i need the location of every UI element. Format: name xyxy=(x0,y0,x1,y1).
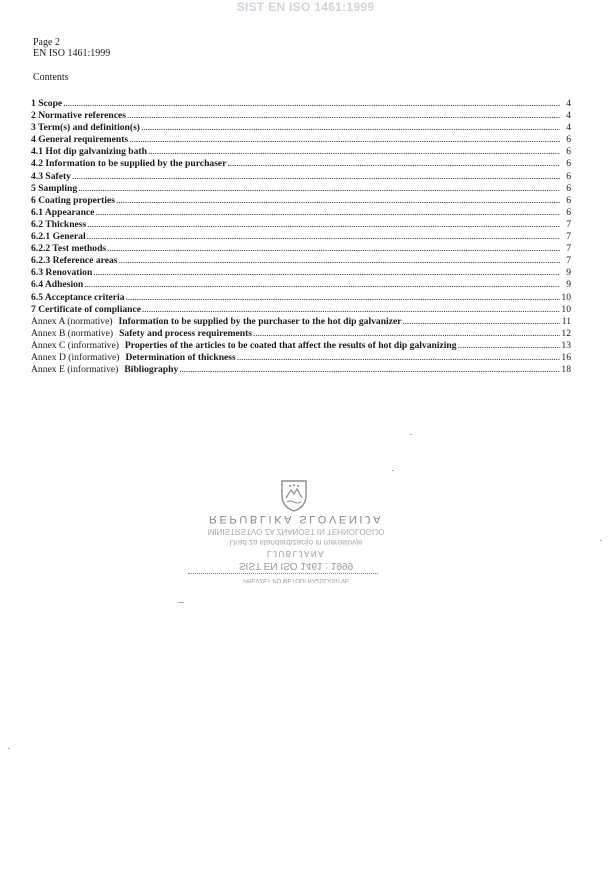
stamp-standard: SIST EN ISO 1461 : 1999 xyxy=(238,560,354,571)
toc-entry[interactable] xyxy=(31,352,571,364)
toc-page-number: 16 xyxy=(561,351,571,363)
scan-speck xyxy=(410,434,412,435)
toc-entry[interactable] xyxy=(31,243,571,255)
toc-entry[interactable] xyxy=(31,364,571,376)
toc-leader-dots xyxy=(141,122,560,134)
toc-leader-dots xyxy=(63,98,560,110)
stamp-city: LJUBLJANA xyxy=(267,549,325,558)
toc-leader-dots xyxy=(119,255,561,267)
toc-entry-title: 4.2 Information to be supplied by the purchaser xyxy=(31,158,227,170)
toc-annex-prefix: Annex E (informative) xyxy=(31,364,119,376)
toc-page-number: 7 xyxy=(566,255,571,267)
stamp-signature-line xyxy=(188,573,378,574)
toc-page-number: 6 xyxy=(566,194,571,206)
toc-entry[interactable] xyxy=(31,110,571,122)
toc-page-number: 6 xyxy=(566,206,571,218)
toc-entry-title: 4.3 Safety xyxy=(31,170,71,182)
toc-leader-dots xyxy=(129,134,560,146)
toc-entry-title: 6.4 Adhesion xyxy=(31,279,84,291)
official-stamp xyxy=(196,478,396,608)
toc-entry-title: 3 Term(s) and definition(s) xyxy=(31,122,141,134)
toc-leader-dots xyxy=(87,231,560,243)
toc-entry-title: 6.2.3 Reference areas xyxy=(31,255,118,267)
toc-entry[interactable] xyxy=(31,122,571,134)
toc-leader-dots xyxy=(237,352,560,364)
toc-entry[interactable] xyxy=(31,292,571,304)
toc-page-number: 9 xyxy=(566,279,571,291)
toc-annex-prefix: Annex A (normative) xyxy=(31,315,113,327)
toc-page-number: 11 xyxy=(561,315,571,327)
toc-annex-prefix: Annex B (normative) xyxy=(31,327,114,339)
toc-entry[interactable] xyxy=(31,134,571,146)
toc-page-number: 18 xyxy=(561,364,571,376)
toc-leader-dots xyxy=(127,110,560,122)
toc-entry-title: Safety and process requirements xyxy=(119,327,253,339)
toc-entry[interactable] xyxy=(31,340,571,352)
toc-page-number: 7 xyxy=(566,243,571,255)
toc-leader-dots xyxy=(95,207,560,219)
contents-title: Contents xyxy=(33,72,69,83)
standard-id: EN ISO 1461:1999 xyxy=(33,48,111,59)
toc-annex-prefix: Annex D (informative) xyxy=(31,351,120,363)
toc-page-number: 4 xyxy=(566,110,571,122)
toc-entry-title: Information to be supplied by the purchaser to the hot dip galvanizer xyxy=(118,315,402,327)
toc-leader-dots xyxy=(116,195,560,207)
scan-speck xyxy=(600,540,602,541)
toc-leader-dots xyxy=(126,292,561,304)
stamp-country: REPUBLIKA SLOVENIJA xyxy=(208,513,384,525)
toc-entry[interactable] xyxy=(31,207,571,219)
toc-entry[interactable] xyxy=(31,171,571,183)
toc-entry[interactable] xyxy=(31,183,571,195)
toc-leader-dots xyxy=(78,183,560,195)
toc-entry-title: 1 Scope xyxy=(31,98,63,109)
toc-entry[interactable] xyxy=(31,146,571,158)
scan-speck xyxy=(392,470,394,471)
scan-speck xyxy=(178,602,184,603)
toc-leader-dots xyxy=(227,158,560,170)
toc-entry[interactable] xyxy=(31,98,571,110)
toc-entry-title: Determination of thickness xyxy=(125,351,236,363)
page-number: Page 2 xyxy=(33,37,60,48)
toc-leader-dots xyxy=(93,267,560,279)
watermark: SIST EN ISO 1461:1999 xyxy=(236,0,375,14)
toc-page-number: 10 xyxy=(561,291,571,303)
toc-leader-dots xyxy=(107,243,560,255)
toc-entry-title: 4 General requirements xyxy=(31,134,129,146)
scan-speck xyxy=(8,748,10,749)
toc-page-number: 12 xyxy=(561,327,571,339)
toc-entry[interactable] xyxy=(31,158,571,170)
toc-entry-title: 7 Certificate of compliance xyxy=(31,303,142,315)
toc-page-number: 10 xyxy=(561,303,571,315)
toc-annex-prefix: Annex C (informative) xyxy=(31,339,119,351)
toc-entry[interactable] xyxy=(31,304,571,316)
toc-entry-title: 6.2.2 Test methods xyxy=(31,243,107,255)
toc-entry-title: 6.3 Renovation xyxy=(31,267,93,279)
toc-entry[interactable] xyxy=(31,219,571,231)
toc-page-number: 6 xyxy=(566,170,571,182)
toc-leader-dots xyxy=(402,316,560,328)
toc-entry-title: 6.1 Appearance xyxy=(31,206,95,218)
toc-entry[interactable] xyxy=(31,328,571,340)
stamp-office: Urad za standardizacijo in meroslovje xyxy=(229,538,363,547)
toc-page-number: 6 xyxy=(566,134,571,146)
toc-entry-title: 2 Normative references xyxy=(31,110,127,122)
toc-page-number: 4 xyxy=(566,122,571,134)
toc-entry-title: 6 Coating properties xyxy=(31,194,116,206)
toc-entry-title: 6.2 Thickness xyxy=(31,218,87,230)
toc-leader-dots xyxy=(179,364,560,376)
toc-leader-dots xyxy=(148,146,560,158)
toc-entry[interactable] xyxy=(31,316,571,328)
toc-leader-dots xyxy=(142,304,560,316)
stamp-method: PREVZET PO METODI RAZGLASITVE xyxy=(243,577,349,583)
toc-entry-title: Bibliography xyxy=(124,364,179,376)
toc-entry[interactable] xyxy=(31,267,571,279)
stamp-ministry: MINISTRSTVO ZA ZNANOST IN TEHNOLOGIJO xyxy=(207,527,385,536)
toc-entry-title: 6.2.1 General xyxy=(31,231,86,243)
toc-entry-title: 6.5 Acceptance criteria xyxy=(31,291,125,303)
toc-entry-title: 5 Sampling xyxy=(31,182,78,194)
toc-entry[interactable] xyxy=(31,195,571,207)
toc-page-number: 7 xyxy=(566,218,571,230)
toc-leader-dots xyxy=(458,340,560,352)
toc-page-number: 4 xyxy=(566,98,571,109)
toc-entry-title: Properties of the articles to be coated that affect the results of hot dip galvanizing xyxy=(124,339,457,351)
toc-page-number: 6 xyxy=(566,158,571,170)
toc-page-number: 9 xyxy=(566,267,571,279)
toc-leader-dots xyxy=(84,279,560,291)
toc-page-number: 6 xyxy=(566,182,571,194)
toc-entry[interactable] xyxy=(31,231,571,243)
toc-page-number: 7 xyxy=(566,231,571,243)
coat-of-arms-icon xyxy=(279,478,309,512)
toc-entry[interactable] xyxy=(31,279,571,291)
toc-page-number: 6 xyxy=(566,146,571,158)
toc-page-number: 13 xyxy=(561,339,571,351)
toc-entry-title: 4.1 Hot dip galvanizing bath xyxy=(31,146,147,158)
toc-leader-dots xyxy=(72,171,560,183)
toc-leader-dots xyxy=(253,328,560,340)
table-of-contents xyxy=(31,98,571,376)
toc-leader-dots xyxy=(87,219,560,231)
toc-entry[interactable] xyxy=(31,255,571,267)
